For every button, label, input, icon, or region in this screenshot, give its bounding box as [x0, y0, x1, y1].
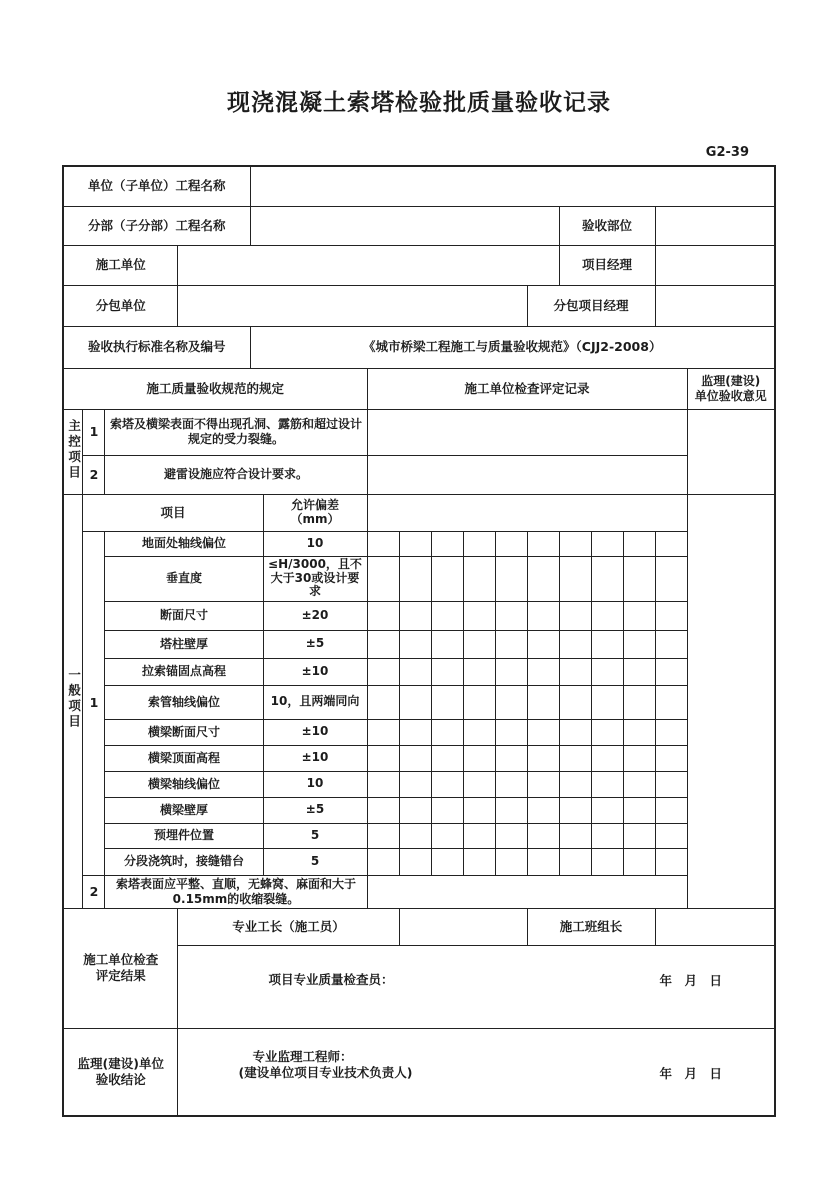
measure-cell[interactable] — [623, 601, 655, 630]
deviation-item: 垂直度 — [105, 556, 263, 601]
measure-cell[interactable] — [367, 719, 399, 745]
column-header-supervision-line2: 单位验收意见 — [694, 388, 767, 403]
measure-cell[interactable] — [399, 823, 431, 848]
team-leader-signature-cell[interactable] — [655, 908, 775, 945]
measure-cell[interactable] — [591, 556, 623, 601]
supervision-conclusion-label — [63, 1028, 178, 1116]
measure-cell[interactable] — [463, 797, 495, 823]
measure-cell[interactable] — [655, 745, 687, 771]
eval-record-cell[interactable] — [367, 455, 687, 494]
measure-cell[interactable] — [367, 771, 399, 797]
team-leader-label: 施工班组长 — [527, 908, 655, 945]
construction-check-result-label-line1: 施工单位检查 — [83, 952, 159, 968]
measure-cell[interactable] — [399, 771, 431, 797]
main-control-item-no: 1 — [83, 409, 105, 455]
measure-cell[interactable] — [431, 531, 463, 556]
measure-cell[interactable] — [495, 630, 527, 658]
measure-cell[interactable] — [399, 745, 431, 771]
measure-cell[interactable] — [655, 848, 687, 875]
acceptance-form-table — [62, 165, 776, 1117]
measure-cell[interactable] — [399, 848, 431, 875]
subcontract-manager-label: 分包项目经理 — [527, 285, 655, 326]
measure-cell[interactable] — [655, 685, 687, 719]
measure-cell[interactable] — [367, 797, 399, 823]
measure-cell[interactable] — [463, 556, 495, 601]
deviation-item: 塔柱壁厚 — [105, 630, 263, 658]
deviation-item: 分段浇筑时，接缝错台 — [105, 848, 263, 875]
measure-cell[interactable] — [399, 630, 431, 658]
measure-cell[interactable] — [527, 745, 559, 771]
measure-cell[interactable] — [431, 823, 463, 848]
inspector-signature-area[interactable] — [178, 945, 775, 1028]
supervision-date-field[interactable]: 年 月 日 — [659, 1065, 723, 1081]
measure-cell[interactable] — [655, 556, 687, 601]
main-control-section-label — [63, 409, 83, 494]
standard-label: 验收执行标准名称及编号 — [63, 326, 250, 368]
supervision-conclusion-label-line2: 验收结论 — [95, 1071, 146, 1087]
measure-cell[interactable] — [591, 771, 623, 797]
measure-cell[interactable] — [495, 797, 527, 823]
project-manager-label: 项目经理 — [559, 245, 655, 285]
deviation-item: 预埋件位置 — [105, 823, 263, 848]
measure-cell[interactable] — [399, 556, 431, 601]
measure-cell[interactable] — [559, 685, 591, 719]
unit-project-label: 单位（子单位）工程名称 — [63, 166, 250, 206]
supervision-engineer-note: (建设单位项目专业技术负责人) — [238, 1065, 413, 1081]
construction-unit-value-cell[interactable] — [178, 245, 559, 285]
measure-cell[interactable] — [527, 601, 559, 630]
measure-cell[interactable] — [559, 771, 591, 797]
column-header-regulation: 施工质量验收规范的规定 — [63, 368, 367, 409]
construction-unit-label: 施工单位 — [63, 245, 178, 285]
tolerance-value: 10 — [263, 771, 367, 797]
measure-cell[interactable] — [463, 823, 495, 848]
measure-cell[interactable] — [559, 531, 591, 556]
measure-cell[interactable] — [367, 685, 399, 719]
measure-cell[interactable] — [623, 745, 655, 771]
deviation-item: 地面处轴线偏位 — [105, 531, 263, 556]
general-group-no: 1 — [83, 531, 105, 875]
measure-cell[interactable] — [559, 601, 591, 630]
measure-cell[interactable] — [559, 630, 591, 658]
acceptance-part-value-cell[interactable] — [655, 206, 775, 245]
form-code: G2-39 — [705, 145, 749, 160]
project-manager-value-cell[interactable] — [655, 245, 775, 285]
foreman-signature-cell[interactable] — [399, 908, 527, 945]
deviation-item: 横梁顶面高程 — [105, 745, 263, 771]
measure-cell[interactable] — [655, 601, 687, 630]
measure-cell[interactable] — [591, 719, 623, 745]
measure-cell[interactable] — [527, 823, 559, 848]
supervision-opinion-cell[interactable] — [687, 409, 775, 494]
tolerance-value: 5 — [263, 848, 367, 875]
measure-cell[interactable] — [527, 797, 559, 823]
measure-cell[interactable] — [367, 823, 399, 848]
measure-cell[interactable] — [655, 823, 687, 848]
measure-cell[interactable] — [559, 797, 591, 823]
measure-cell[interactable] — [655, 797, 687, 823]
main-control-item-text: 避雷设施应符合设计要求。 — [105, 455, 367, 494]
measure-cell[interactable] — [591, 797, 623, 823]
tolerance-value: 10 — [263, 531, 367, 556]
measure-cell[interactable] — [431, 771, 463, 797]
measure-cell[interactable] — [399, 658, 431, 685]
measure-cell[interactable] — [495, 556, 527, 601]
tolerance-header-line2: （mm） — [290, 511, 340, 526]
tolerance-header-line1: 允许偏差 — [290, 497, 339, 512]
measure-cell[interactable] — [431, 685, 463, 719]
measure-cell[interactable] — [399, 685, 431, 719]
tolerance-header — [263, 494, 367, 531]
tolerance-value: ≤H/3000，且不大于30或设计要求 — [263, 556, 367, 601]
measure-cell[interactable] — [463, 658, 495, 685]
tolerance-value: 5 — [263, 823, 367, 848]
measure-cell[interactable] — [559, 745, 591, 771]
measure-cell[interactable] — [559, 556, 591, 601]
inspector-label: 项目专业质量检查员： — [268, 971, 394, 987]
measure-cell[interactable] — [623, 719, 655, 745]
acceptance-part-label: 验收部位 — [559, 206, 655, 245]
tolerance-value: ±10 — [263, 745, 367, 771]
measure-cell[interactable] — [591, 685, 623, 719]
main-control-item-text: 索塔及横梁表面不得出现孔洞、露筋和超过设计规定的受力裂缝。 — [105, 409, 367, 455]
subcontract-manager-value-cell[interactable] — [655, 285, 775, 326]
page-title: 现浇混凝土索塔检验批质量验收记录 — [227, 90, 611, 116]
measure-cell[interactable] — [399, 601, 431, 630]
measure-cell[interactable] — [591, 630, 623, 658]
supervision-opinion-cell[interactable] — [687, 494, 775, 908]
measure-cell[interactable] — [655, 658, 687, 685]
division-project-value-cell[interactable] — [250, 206, 559, 245]
measure-cell[interactable] — [463, 848, 495, 875]
subcontract-unit-label: 分包单位 — [63, 285, 178, 326]
measure-cell[interactable] — [495, 823, 527, 848]
deviation-item: 拉索锚固点高程 — [105, 658, 263, 685]
supervision-engineer-label: 专业监理工程师： — [252, 1049, 353, 1064]
measure-cell[interactable] — [399, 797, 431, 823]
measure-cell[interactable] — [495, 531, 527, 556]
measure-cell[interactable] — [655, 719, 687, 745]
measure-cell[interactable] — [527, 719, 559, 745]
measure-cell[interactable] — [463, 745, 495, 771]
measure-cell[interactable] — [623, 848, 655, 875]
measure-cell[interactable] — [399, 719, 431, 745]
measure-cell[interactable] — [367, 658, 399, 685]
eval-record-cell[interactable] — [367, 494, 687, 531]
construction-check-result-label-line2: 评定结果 — [95, 968, 146, 983]
column-header-supervision — [687, 368, 775, 409]
measure-cell[interactable] — [527, 685, 559, 719]
measure-cell[interactable] — [431, 848, 463, 875]
measure-cell[interactable] — [431, 658, 463, 685]
measure-cell[interactable] — [655, 630, 687, 658]
measure-cell[interactable] — [495, 771, 527, 797]
column-header-supervision-line1: 监理(建设) — [701, 373, 761, 388]
measure-cell[interactable] — [367, 745, 399, 771]
tolerance-value: ±10 — [263, 658, 367, 685]
measure-cell[interactable] — [431, 630, 463, 658]
general-section-label — [63, 494, 83, 908]
measure-cell[interactable] — [463, 531, 495, 556]
measure-cell[interactable] — [623, 556, 655, 601]
tolerance-value: ±20 — [263, 601, 367, 630]
measure-cell[interactable] — [591, 658, 623, 685]
tolerance-value: 10，且两端同向 — [263, 685, 367, 719]
measure-cell[interactable] — [591, 745, 623, 771]
column-header-record: 施工单位检查评定记录 — [367, 368, 687, 409]
measure-cell[interactable] — [559, 719, 591, 745]
construction-date-field[interactable]: 年 月 日 — [659, 972, 723, 988]
measure-cell[interactable] — [463, 719, 495, 745]
foreman-label: 专业工长（施工员） — [178, 908, 399, 945]
supervision-signature-area[interactable] — [178, 1028, 775, 1116]
division-project-label: 分部（子分部）工程名称 — [63, 206, 250, 245]
deviation-item: 断面尺寸 — [105, 601, 263, 630]
measure-cell[interactable] — [623, 771, 655, 797]
measure-cell[interactable] — [559, 658, 591, 685]
measure-cell[interactable] — [495, 719, 527, 745]
measure-cell[interactable] — [591, 823, 623, 848]
unit-project-value-cell[interactable] — [250, 166, 775, 206]
measure-cell[interactable] — [367, 848, 399, 875]
measure-cell[interactable] — [495, 745, 527, 771]
tolerance-value: ±10 — [263, 719, 367, 745]
measure-cell[interactable] — [591, 601, 623, 630]
measure-cell[interactable] — [495, 848, 527, 875]
measure-cell[interactable] — [495, 601, 527, 630]
eval-record-cell[interactable] — [367, 409, 687, 455]
measure-cell[interactable] — [495, 685, 527, 719]
subcontract-unit-value-cell[interactable] — [178, 285, 527, 326]
measure-cell[interactable] — [431, 745, 463, 771]
measure-cell[interactable] — [623, 630, 655, 658]
measure-cell[interactable] — [527, 658, 559, 685]
measure-cell[interactable] — [623, 685, 655, 719]
measure-cell[interactable] — [431, 556, 463, 601]
measure-cell[interactable] — [367, 630, 399, 658]
deviation-item: 横梁轴线偏位 — [105, 771, 263, 797]
main-control-item-no: 2 — [83, 455, 105, 494]
measure-cell[interactable] — [623, 658, 655, 685]
measure-cell[interactable] — [655, 771, 687, 797]
measure-cell[interactable] — [623, 823, 655, 848]
measure-cell[interactable] — [527, 531, 559, 556]
measure-cell[interactable] — [559, 848, 591, 875]
measure-cell[interactable] — [527, 556, 559, 601]
measure-cell[interactable] — [463, 771, 495, 797]
measure-cell[interactable] — [431, 601, 463, 630]
measure-cell[interactable] — [559, 823, 591, 848]
tolerance-value: ±5 — [263, 630, 367, 658]
measure-cell[interactable] — [399, 531, 431, 556]
measure-cell[interactable] — [463, 630, 495, 658]
deviation-item-header: 项目 — [83, 494, 263, 531]
tolerance-value: ±5 — [263, 797, 367, 823]
construction-check-result-label — [63, 908, 178, 1028]
measure-cell[interactable] — [431, 719, 463, 745]
measure-cell[interactable] — [591, 531, 623, 556]
main-control-section-label-text: 主控项目 — [66, 418, 82, 481]
measure-cell[interactable] — [591, 848, 623, 875]
eval-record-cell[interactable] — [367, 875, 687, 908]
deviation-item: 横梁壁厚 — [105, 797, 263, 823]
measure-cell[interactable] — [527, 848, 559, 875]
measure-cell[interactable] — [495, 658, 527, 685]
measure-cell[interactable] — [367, 556, 399, 601]
supervision-conclusion-label-line1: 监理(建设)单位 — [77, 1056, 164, 1072]
general-item-text: 索塔表面应平整、直顺，无蜂窝、麻面和大于0.15mm的收缩裂缝。 — [105, 875, 367, 908]
measure-cell[interactable] — [655, 531, 687, 556]
general-section-label-text: 一般项目 — [66, 668, 82, 731]
deviation-item: 索管轴线偏位 — [105, 685, 263, 719]
general-item-no: 2 — [83, 875, 105, 908]
measure-cell[interactable] — [367, 531, 399, 556]
standard-value: 《城市桥梁工程施工与质量验收规范》（CJJ2-2008） — [250, 326, 775, 368]
measure-cell[interactable] — [431, 797, 463, 823]
deviation-item: 横梁断面尺寸 — [105, 719, 263, 745]
measure-cell[interactable] — [463, 601, 495, 630]
measure-cell[interactable] — [623, 531, 655, 556]
measure-cell[interactable] — [623, 797, 655, 823]
measure-cell[interactable] — [463, 685, 495, 719]
measure-cell[interactable] — [527, 771, 559, 797]
measure-cell[interactable] — [527, 630, 559, 658]
measure-cell[interactable] — [367, 601, 399, 630]
